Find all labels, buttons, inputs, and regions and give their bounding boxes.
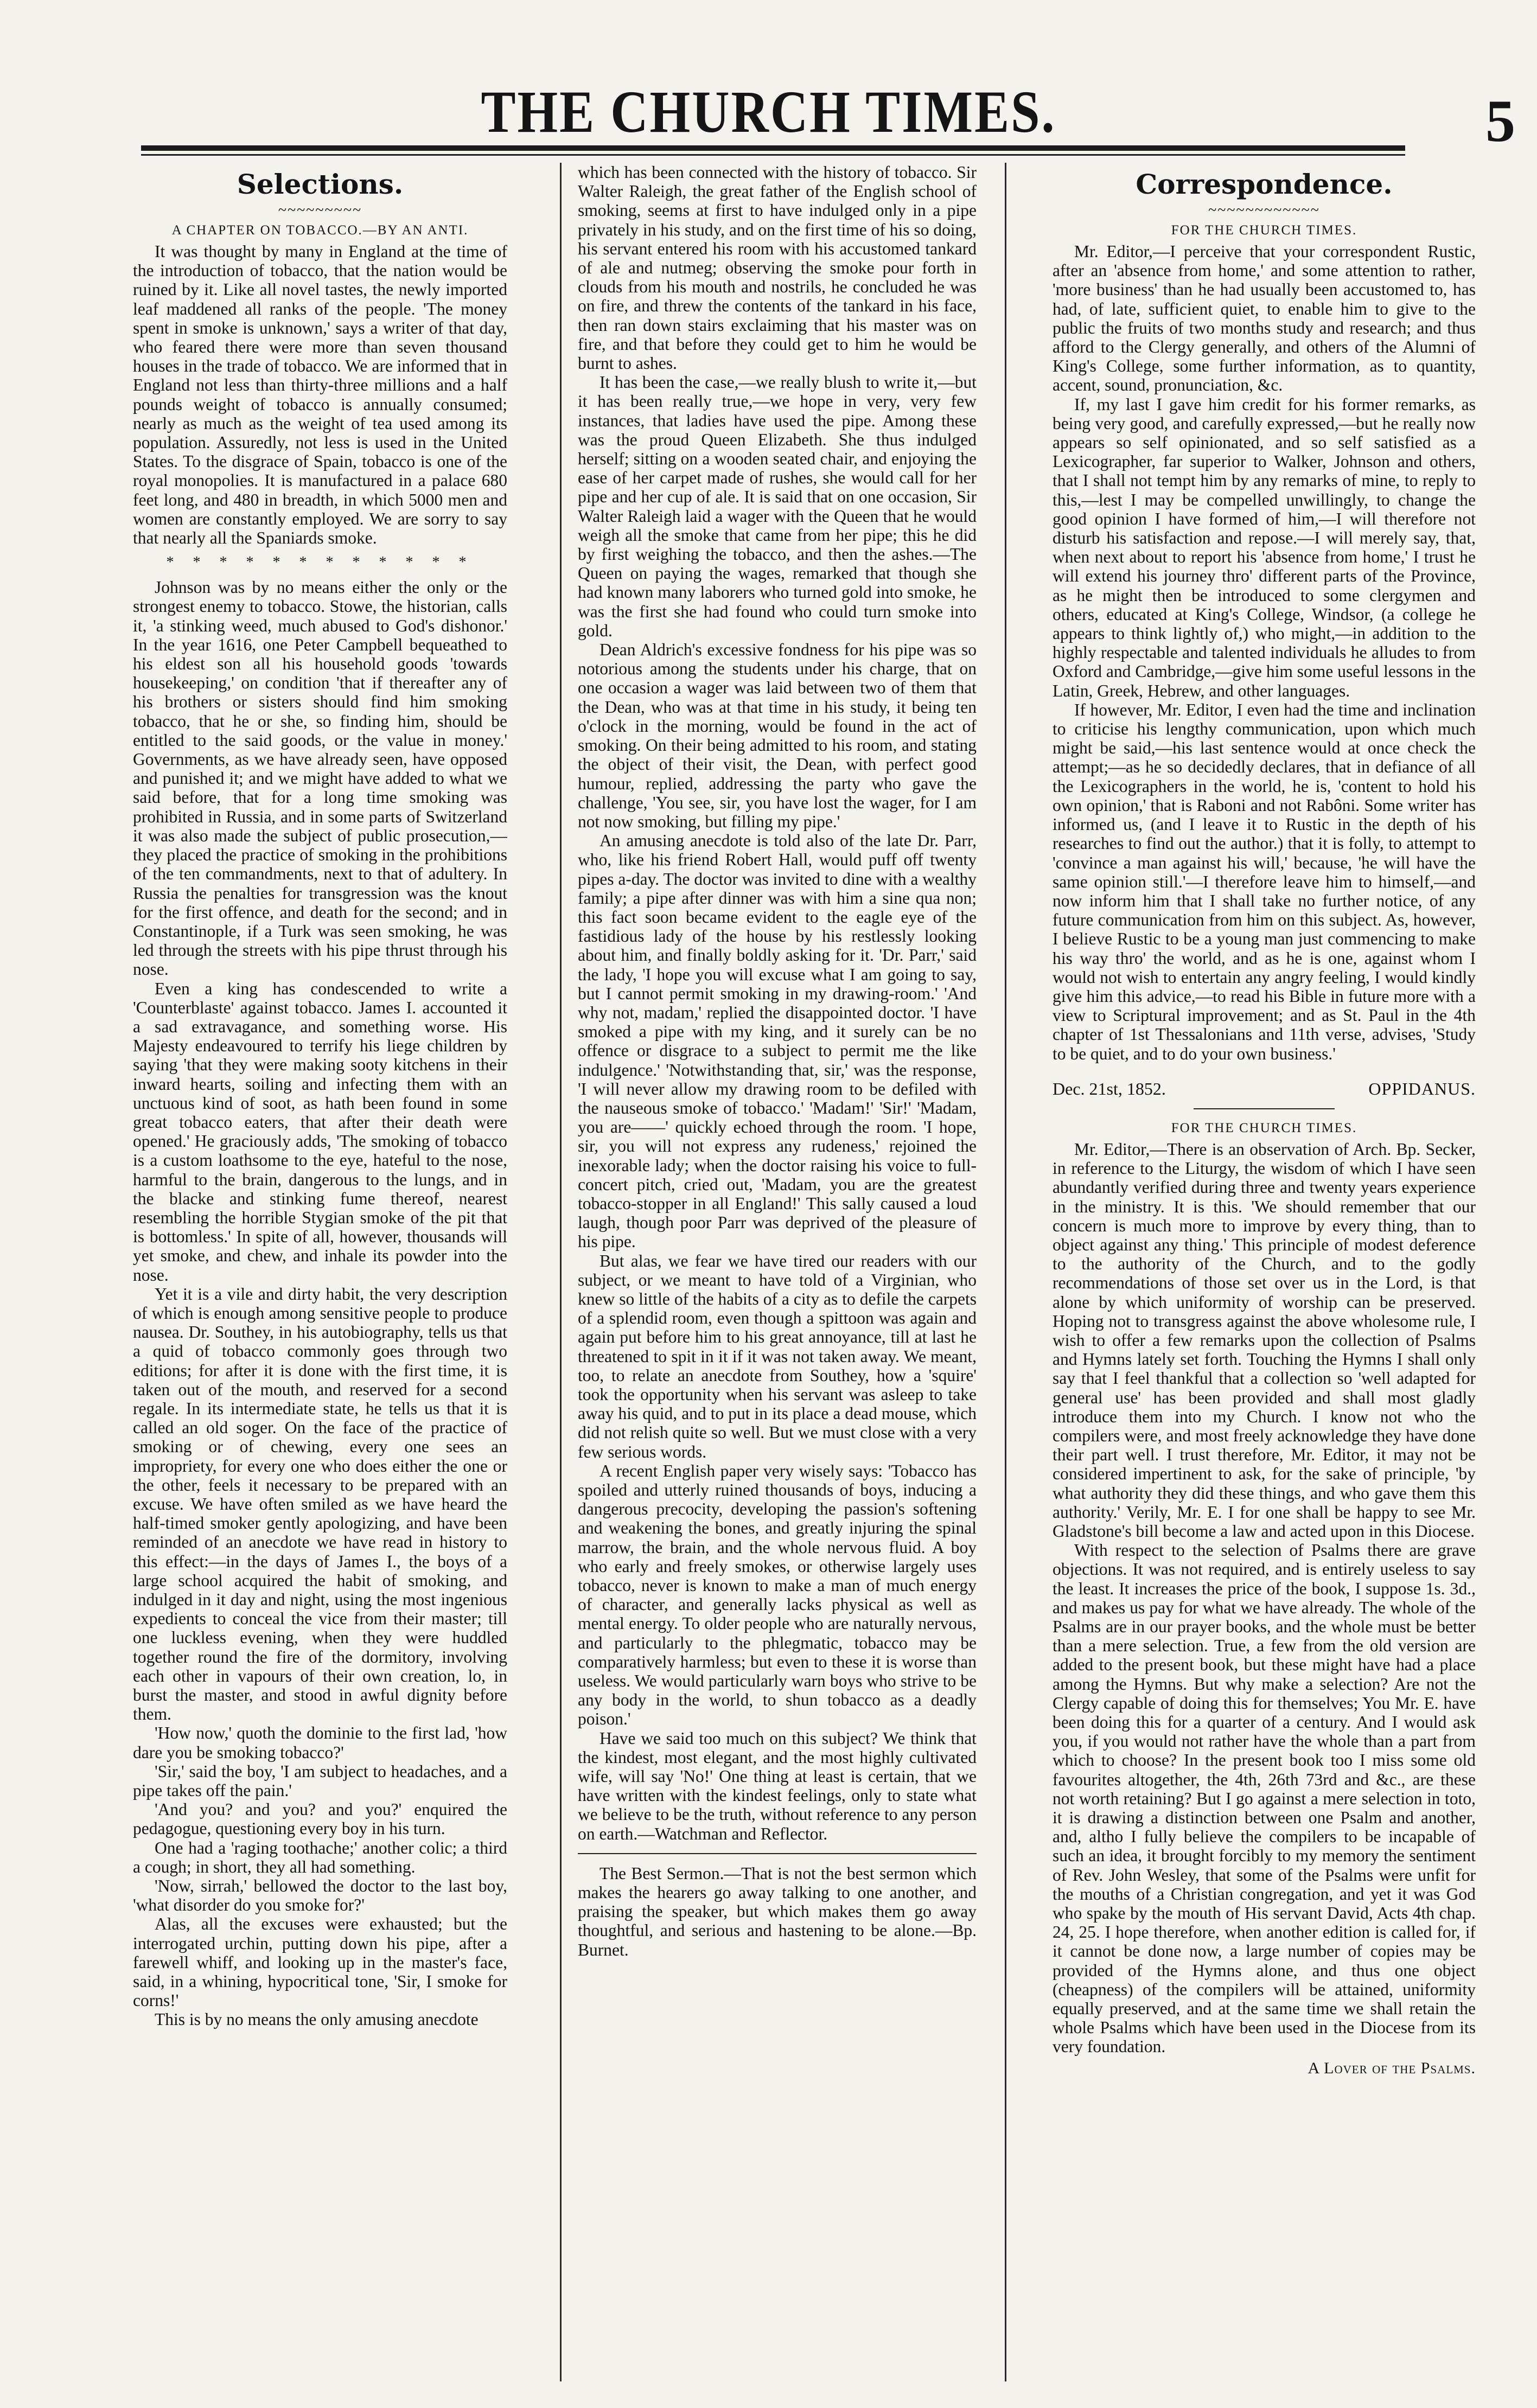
ornamental-rule: ~~~~~~~~~~~~ (1208, 202, 1320, 219)
masthead-rule-thick (141, 145, 1405, 151)
article-separator (578, 1853, 977, 1854)
article-paragraph: Johnson was by no means either the only or the strongest enemy to tobacco. Stowe, the historian, calls it, 'a stinking weed, much abused to God's dishonor.' In the year 1616, one Peter Campbell bequeathed to his eldest son all his household goods 'towards housekeeping,' on condition 'that if thereafter any of his brothers or sisters should find him smoking tobacco, that he or she, so finding him, should be entitled to the said goods, or the value in money.' Governments, as we have already seen, have opposed and punished it; and we might have added to what we said before, that for a long time smoking was prohibited in Russia, and in some parts of Switzerland it was also made the subject of public prosecution,—they placed the practice of smoking in the prohibitions of the ten commandments, next to that of adultery. In Russia the penalties for transgression was the knout for the first offence, and death for the second; and in Constantinople, if a Turk was seen smoking, he was led through the streets with his pipe thrust through his nose. (133, 578, 507, 979)
masthead (0, 0, 1537, 163)
letter-signature: A Lover of the Psalms. (1308, 2059, 1476, 2077)
letter-heading: FOR THE CHURCH TIMES. (1171, 1120, 1357, 1135)
article-paragraph: 'How now,' quoth the dominie to the first lad, 'how dare you be smoking tobacco?' (133, 1723, 507, 1762)
article-paragraph: But alas, we fear we have tired our readers with our subject, or we meant to have told of a Virginian, who knew so little of the habits of a city as to defile the carpets of a splendid room, even though a spittoon was again and again put before him to his great annoyance, till at last he threatened to spit in it if it was not taken away. We meant, too, to relate an anecdote from Southey, how a 'squire' took the opportunity when his servant was asleep to take away his quid, and to put in its place a dead mouse, which did not relish quite so well. But we must close with a very few serious words. (578, 1251, 977, 1461)
article-paragraph: One had a 'raging toothache;' another colic; a third a cough; in short, they all had something. (133, 1838, 507, 1876)
letter-paragraph: Mr. Editor,—There is an observation of Arch. Bp. Secker, in reference to the Liturgy, the wisdom of which I have seen abundantly verified during three and twenty years experience in the ministry. It is this. 'We should remember that our concern is much more to improve by every thing, than to object against any thing.' This principle of modest deference to the authority of the Church, and to the godly recommendations of those set over us in the Lord, is that alone by which uniformity of worship can be preserved. Hoping not to transgress against the above wholesome rule, I wish to offer a few remarks upon the collection of Psalms and Hymns lately set forth. Touching the Hymns I shall only say that I feel thankful that a collection so 'well adapted for general use' has been provided and shall most gladly introduce them into my Church. I know not who the compilers were, and most freely acknowledge they have done their part well. I trust therefore, Mr. Editor, it may not be considered impertinent to ask, for the sake of principle, 'by what authority they did these things, and who gave them this authority.' Verily, Mr. E. I for one shall be happy to see Mr. Gladstone's bill become a law and acted upon in this Diocese. (1053, 1139, 1476, 1541)
ornamental-rule: ~~~~~~~~~ (278, 202, 362, 219)
article-paragraph: An amusing anecdote is told also of the late Dr. Parr, who, like his friend Robert Hall, would puff off twenty pipes a-day. The doctor was invited to dine with a wealthy family; a pipe after dinner was with him a sine qua non; this fact soon became evident to the eagle eye of the fastidious lady of the house by his restlessly looking about him, and finally boldly asking for it. 'Dr. Parr,' said the lady, 'I hope you will excuse what I am going to say, but I cannot permit smoking in my drawing-room.' 'And why not, madam,' replied the disappointed doctor. 'I have smoked a pipe with my king, and it surely can be no offence or disgrace to a subject to permit me the like indulgence.' 'Notwithstanding that, sir,' was the response, 'I will never allow my drawing room to be defiled with the nauseous smoke of tobacco.' 'Madam!' 'Sir!' 'Madam, you are——' quickly echoed through the room. 'I hope, sir, you will not express any rudeness,' rejoined the inexorable lady; when the doctor raising his voice to full-concert pitch, cried out, 'Madam, you are the greatest tobacco-stopper in all England!' This sally caused a loud laugh, though poor Parr was deprived of the pleasure of his pipe. (578, 831, 977, 1251)
article-paragraph: Dean Aldrich's excessive fondness for his pipe was so notorious among the students under his charge, that on one occasion a wager was laid between two of them that the Dean, who was at that time in his study, it being ten o'clock in the morning, would be found in the act of smoking. On their being admitted to his room, and stating the object of their visit, the Dean, with perfect good humour, replied, addressing the party who gave the challenge, 'You see, sir, you have lost the wager, for I am not now smoking, but filling my pipe.' (578, 640, 977, 831)
column-tobacco-continued (578, 163, 977, 2392)
article-paragraph: A recent English paper very wisely says: 'Tobacco has spoiled and utterly ruined thousands of boys, inducing a dangerous precocity, developing the passion's softening and weakening the bones, and greatly injuring the spinal marrow, the brain, and the whole nervous fluid. A boy who early and freely smokes, or otherwise largely uses tobacco, never is known to make a man of much energy of character, and generally lacks physical as well as mental energy. To older people who are naturally nervous, and particularly to the phlegmatic, tobacco may be comparatively harmless; but even to these it is worse than useless. We would particularly warn boys who strive to be any body in the world, to shun tobacco as a deadly poison.' (578, 1461, 977, 1729)
letter-date: Dec. 21st, 1852. (1053, 1078, 1166, 1098)
letter-paragraph: Mr. Editor,—I perceive that your correspondent Rustic, after an 'absence from home,' and some attention to rather, 'more business' than he had usually been accustomed to, has had, of late, sufficient quiet, to enable him to give to the public the fruits of two months study and research; and thus afford to the Clergy generally, and others of the Alumni of King's College, some further information, as to quantity, accent, sound, pronunciation, &c. (1053, 242, 1476, 395)
article-paragraph: This is by no means the only amusing anecdote (155, 2010, 479, 2029)
column-divider (560, 163, 562, 2381)
article-paragraph: It was thought by many in England at the time of the introduction of tobacco, that the nation would be ruined by it. Like all novel tastes, the newly imported leaf maddened all ranks of the people. 'The money spent in smoke is unknown,' says a writer of that day, who feared there were more than seven thousand houses in the trade of tobacco. We are informed that in England not less than thirty-three millions and a half pounds weight of tobacco is annually consumed; nearly as much as the weight of tea used among its population. Assuredly, not less is used in the United States. To the disgrace of Spain, tobacco is one of the royal monopolies. It is manufactured in a palace 680 feet long, and 480 in breadth, in which 5000 men and women are constantly employed. We are sorry to say that nearly all the Spaniards smoke. (133, 242, 507, 548)
masthead-rule-thin (141, 154, 1405, 156)
column-divider (1005, 163, 1006, 2381)
asterisk-separator: * * * * * * * * * * * * (166, 554, 474, 571)
section-title-selections: Selections. (237, 168, 404, 200)
letter-heading: FOR THE CHURCH TIMES. (1171, 223, 1357, 238)
letter-signature: OPPIDANUS. (1368, 1078, 1476, 1098)
letter-paragraph: With respect to the selection of Psalms there are grave objections. It was not required, and is entirely useless to say the least. It increases the price of the book, I suppose 1s. 3d., and makes us pay for what we have already. The whole of the Psalms are in our prayer books, and the whole must be better than a mere selection. True, a few from the old version are added to the present book, but these might have had a place among the Hymns. But why make a selection? Are not the Clergy capable of doing this for themselves; You Mr. E. have been doing this for a quarter of a century. And I would ask you, if you would not rather have the whole than a part from which to choose? In the present book too I miss some old favourites altogether, the 4th, 26th 73rd and &c., are these not worth retaining? But I go against a mere selection in toto, it is drawing a distinction between one Psalm and another, and, altho I fully believe the compilers to be incapable of such an idea, it brought forcibly to my memory the sentiment of Rev. John Wesley, that some of the Psalms were unfit for the mouths of a Christian congregation, and yet it was God who spake by the mouth of His servant David, Acts 4th chap. 24, 25. I hope therefore, when another edition is called for, if it cannot be done now, a large number of copies may be provided of the Hymns alone, and thus one object (cheapness) of the compilers will be attained, uniformity equally preserved, and at the same time we shall retain the whole Psalms which have been used in the Diocese from its very foundation. (1053, 1541, 1476, 2056)
article-paragraph: Have we said too much on this subject? We think that the kindest, most elegant, and the most highly cultivated wife, will say 'No!' One thing at least is certain, that we have written with the kindest feelings, only to state what we believe to be the truth, without reference to any person on earth.—Watchman and Reflector. (578, 1728, 977, 1843)
section-title-correspondence: Correspondence. (1136, 168, 1393, 200)
letter-paragraph: If, my last I gave him credit for his former remarks, as being very good, and carefully expressed,—but he really now appears so self opinionated, and so self satisfied as a Lexicographer, far superior to Walker, Johnson and others, that I shall not tempt him by any remarks of mine, to reply to this,—lest I may be compelled unwillingly, to change the good opinion I have formed of him,—I will therefore not disturb his satisfaction and repose.—I will merely say, that, when next about to report his 'absence from home,' I trust he will extend his journey thro' different parts of the Province, as he might then be introduced to some clergymen and others, educated at King's College, Windsor, (a college he appears to think lightly of,) who might,—in addition to the highly respectable and talented individuals he alludes to from Oxford and Cambridge,—give him some useful lessons in the Latin, Greek, Hebrew, and other languages. (1053, 394, 1476, 700)
article-paragraph: Even a king has condescended to write a 'Counterblaste' against tobacco. James I. accounted it a sad extravagance, and something worse. His Majesty endeavoured to terrify his liege children by saying 'that they were making sooty kitchens in their inward hearts, soiling and infecting them with an unctuous kind of soot, as hath been found in some great tobacco eaters, that after their death were opened.' He graciously adds, 'The smoking of tobacco is a custom loathsome to the eye, hateful to the nose, harmful to the brain, dangerous to the lungs, and in the blacke and stinking fume thereof, nearest resembling the horrible Stygian smoke of the pit that is bottomless.' In spite of all, however, thousands will yet smoke, and chew, and inhale its powder into the nose. (133, 979, 507, 1285)
article-paragraph: Alas, all the excuses were exhausted; but the interrogated urchin, putting down his pipe, after a farewell whiff, and looking up in the master's face, said, in a whining, hypocritical tone, 'Sir, I smoke for corns!' (133, 1914, 507, 2010)
article-paragraph: 'And you? and you? and you?' enquired the pedagogue, questioning every boy in his turn. (133, 1800, 507, 1838)
column-correspondence (1053, 163, 1476, 2392)
column-selections (133, 163, 507, 2392)
letter-paragraph: If however, Mr. Editor, I even had the time and inclination to criticise his lengthy communication, upon which much might be said,—his last sentence would at once check the attempt;—as he so decidedly declares, that in defiance of all the Lexicographers in the world, he is, 'content to hold his own opinion,' that is Raboni and not Rabôni. Some writer has informed us, (and I leave it to Rustic in the depth of his researches to find out the author.) that it is folly, to attempt to 'convince a man against his will,' because, 'he will have the same opinion still.'—I therefore leave him to himself,—and now inform him that I shall take no further notice, of any future communication from him on this subject. As, however, I believe Rustic to be a young man just commencing to make his way thro' the world, and as he is one, against whom I would not wish to entertain any angry feeling, I would kindly give him this advice,—to read his Bible in future more with a view to Scriptural improvement; and as St. Paul in the 4th chapter of 1st Thessalonians and 11th verse, advises, 'Study to be quiet, and to do your own business.' (1053, 700, 1476, 1063)
newspaper-title: THE CHURCH TIMES. (481, 78, 1056, 145)
page-number: 5 (1485, 88, 1515, 154)
article-paragraph: which has been connected with the history of tobacco. Sir Walter Raleigh, the great father of the English school of smoking, seems at first to have indulged only in a pipe privately in his study, and on the first time of his so doing, his servant entered his room with his accustomed tankard of ale and nutmeg; observing the smoke pour forth in clouds from his mouth and nostrils, he concluded he was on fire, and threw the contents of the tankard in his face, then ran down stairs exclaiming that his master was on fire, and that before they could get to him he would be burnt to ashes. (578, 163, 977, 373)
article-paragraph: 'Sir,' said the boy, 'I am subject to headaches, and a pipe takes off the pain.' (133, 1761, 507, 1800)
letter-signoff (1053, 1080, 1476, 1098)
article-paragraph: Yet it is a vile and dirty habit, the very description of which is enough among sensitive people to produce nausea. Dr. Southey, in his autobiography, tells us that a quid of tobacco commonly goes through two editions; for after it is done with the first time, it is taken out of the mouth, and reserved for a second regale. In its intermediate state, he tells us that it is called an old soger. On the face of the practice of smoking or of chewing, every one sees an impropriety, for every one who does either the one or the other, feels it necessary to be prepared with an excuse. We have often smiled as we have heard the half-timed smoker gently apologizing, and have been reminded of an anecdote we have read in history to this effect:—in the days of James I., the boys of a large school acquired the habit of smoking, and indulged in it day and night, using the most ingenious expedients to conceal the vice from their master; till one luckless evening, when they were huddled together round the fire of the dormitory, involving each other in vapours of their own creation, lo, in burst the master, and stood in awful dignity before them. (133, 1284, 507, 1724)
best-sermon-paragraph: The Best Sermon.—That is not the best sermon which makes the hearers go away talking to one another, and praising the speaker, but which makes them go away thoughtful, and serious and hastening to be alone.—Bp. Burnet. (578, 1863, 977, 1959)
article-paragraph: It has been the case,—we really blush to write it,—but it has been really true,—we hope in very, very few instances, that ladies have used the pipe. Among these was the proud Queen Elizabeth. She thus indulged herself; sitting on a wooden seated chair, and enjoying the ease of her carpet made of rushes, she would call for her pipe and her cup of ale. It is said that on one occasion, Sir Walter Raleigh laid a wager with the Queen that he would weigh all the smoke that came from her pipe; this he did by first weighing the tobacco, and then the ashes.—The Queen on paying the wages, remarked that though she had known many laborers who turned gold into smoke, he was the first she had found who could turn smoke into gold. (578, 373, 977, 640)
article-paragraph: 'Now, sirrah,' bellowed the doctor to the last boy, 'what disorder do you smoke for?' (133, 1876, 507, 1915)
letter-separator (1194, 1108, 1335, 1109)
article-title-tobacco: A CHAPTER ON TOBACCO.—BY AN ANTI. (171, 223, 469, 238)
